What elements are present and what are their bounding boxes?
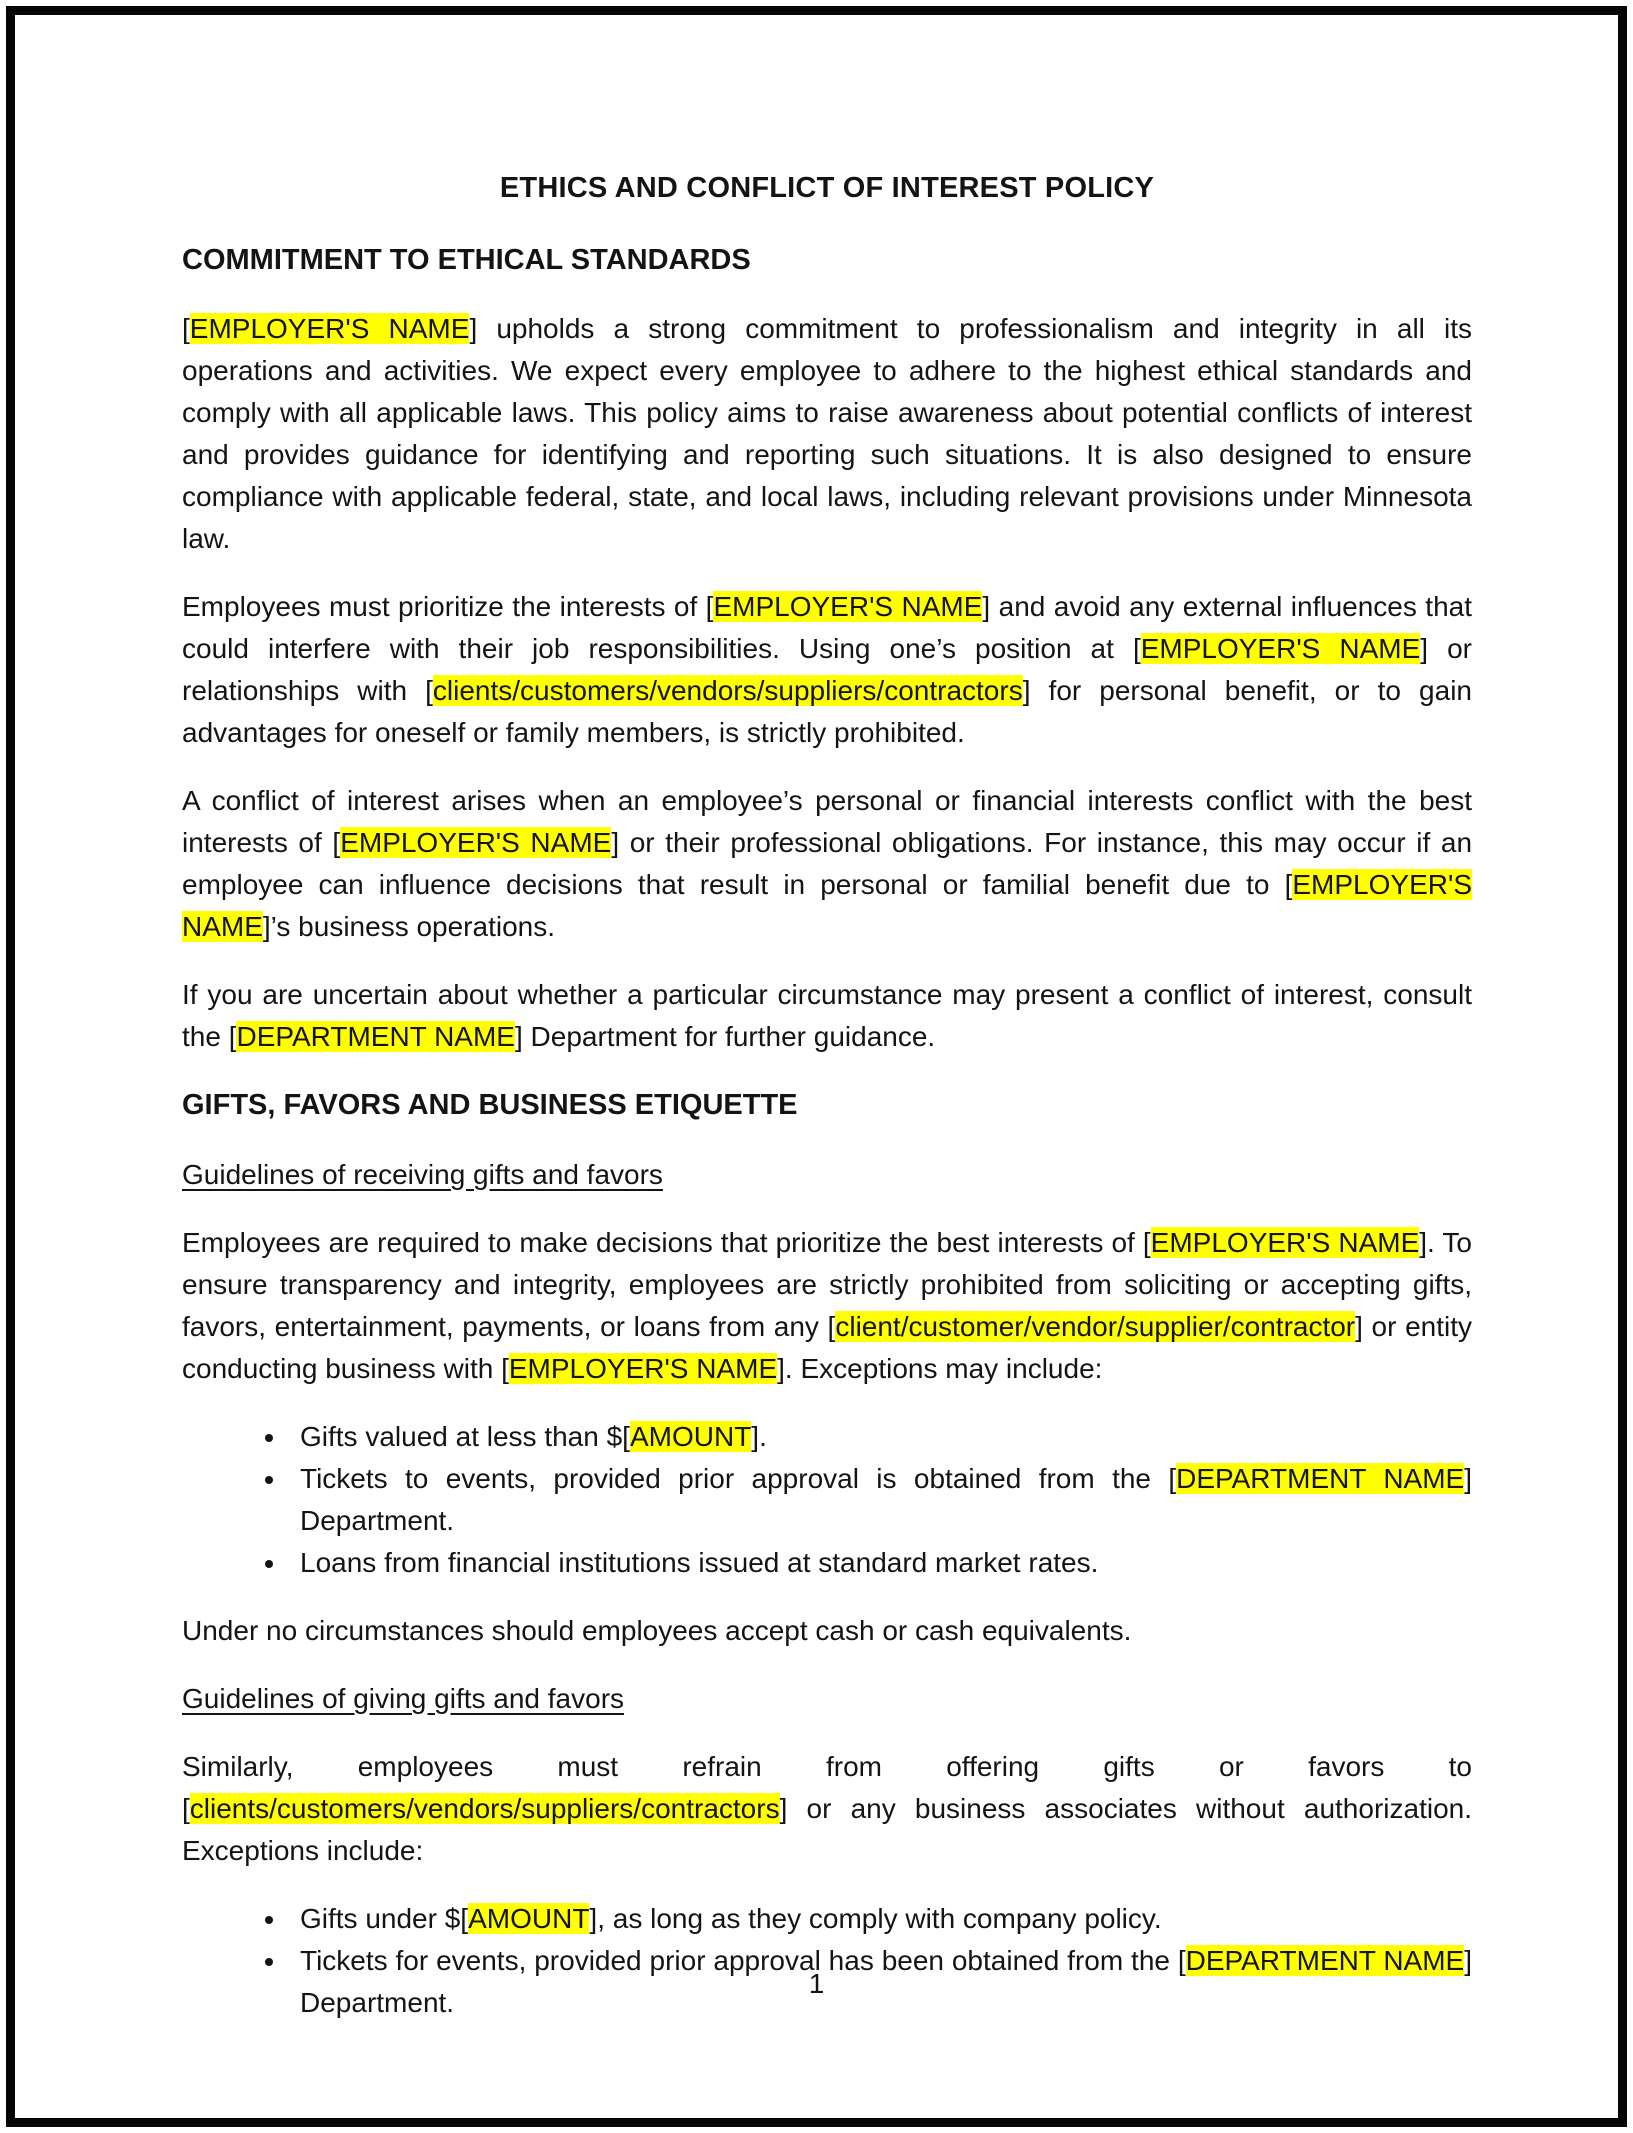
text-run: ].	[751, 1420, 767, 1452]
bullet-list	[182, 1898, 1472, 2024]
highlight-placeholder: EMPLOYER'S NAME	[340, 827, 612, 858]
text-run: ] or relationships with [	[182, 633, 1472, 706]
page-number: 1	[808, 1968, 825, 1999]
text-run: Tickets for events, provided prior approval has been obtained from the [	[300, 1944, 1186, 1976]
bullet-item	[288, 1416, 1472, 1458]
document-page	[6, 6, 1627, 2127]
text-run: ] or any business associates without authorization. Exceptions include:	[182, 1792, 1472, 1866]
bullet-item	[288, 1458, 1472, 1542]
highlight-placeholder: client/customer/vendor/supplier/contractor	[835, 1310, 1356, 1342]
paragraph	[182, 1746, 1472, 1872]
text-run: ] and avoid any external influences that could interfere with their job responsibilities. Using one’s position at [	[182, 591, 1472, 664]
highlight-placeholder: DEPARTMENT NAME	[236, 1021, 515, 1052]
text-run: ]’s business operations.	[262, 911, 556, 942]
text-run: Employees are required to make decisions that prioritize the best interests of [	[182, 1226, 1151, 1258]
bullet-item	[288, 1898, 1472, 1940]
text-run: ] or their professional obligations. For instance, this may occur if an employee can influence decisions that result in personal or familial benefit due to [	[182, 827, 1473, 900]
subheading: Guidelines of giving gifts and favors	[182, 1682, 625, 1714]
highlight-placeholder: AMOUNT	[629, 1420, 752, 1452]
highlight-placeholder: AMOUNT	[468, 1902, 590, 1934]
text-run: ] Department.	[300, 1944, 1473, 2018]
document-content	[15, 15, 1618, 2024]
text-run: Similarly, employees must refrain from offering gifts or favors to [	[182, 1750, 1472, 1824]
highlight-placeholder: EMPLOYER'S NAME	[1150, 1226, 1420, 1258]
text-run: Employees must prioritize the interests of [	[182, 591, 714, 622]
text-run: Under no circumstances should employees accept cash or cash equivalents.	[182, 1614, 1132, 1646]
paragraph	[182, 308, 1472, 560]
text-run: ]. Exceptions may include:	[777, 1352, 1103, 1384]
text-run: ]. To ensure transparency and integrity, employees are strictly prohibited from soliciting or accepting gifts, favors, entertainment, payments, or loans from any [	[182, 1226, 1472, 1342]
text-run: Gifts valued at less than $[	[300, 1420, 630, 1452]
text-run: If you are uncertain about whether a particular circumstance may present a conflict of interest, consult the [	[182, 979, 1472, 1052]
bullet-list	[182, 1416, 1472, 1584]
highlight-placeholder: clients/customers/vendors/suppliers/contractors	[432, 675, 1023, 706]
highlight-placeholder: EMPLOYER'S NAME	[189, 313, 470, 344]
paragraph	[182, 974, 1472, 1058]
highlight-placeholder: clients/customers/vendors/suppliers/contractors	[189, 1792, 780, 1824]
paragraph	[182, 780, 1472, 948]
highlight-placeholder: EMPLOYER'S NAME	[508, 1352, 778, 1384]
text-run: ] for personal benefit, or to gain advantages for oneself or family members, is strictly prohibited.	[182, 675, 1472, 748]
text-run: Tickets to events, provided prior approval is obtained from the [	[300, 1462, 1177, 1494]
text-run: [	[182, 313, 190, 344]
text-run: ] Department for further guidance.	[514, 1021, 936, 1052]
highlight-placeholder: DEPARTMENT NAME	[1185, 1944, 1465, 1976]
text-run: A conflict of interest arises when an employee’s personal or financial interests conflict with the best interests of [	[182, 785, 1472, 858]
text-run: ] Department.	[300, 1462, 1472, 1536]
text-run: ], as long as they comply with company policy.	[589, 1902, 1162, 1934]
bullet-item	[288, 1542, 1472, 1584]
section-heading: COMMITMENT TO ETHICAL STANDARDS	[182, 243, 751, 276]
section-heading: GIFTS, FAVORS AND BUSINESS ETIQUETTE	[182, 1089, 798, 1121]
highlight-placeholder: DEPARTMENT NAME	[1176, 1462, 1465, 1494]
paragraph	[182, 586, 1472, 754]
subheading: Guidelines of receiving gifts and favors	[182, 1158, 663, 1190]
text-run: Gifts under $[	[300, 1902, 469, 1934]
highlight-placeholder: EMPLOYER'S NAME	[713, 591, 983, 622]
text-run: ] upholds a strong commitment to professionalism and integrity in all its operations and activities. We expect every employee to adhere to the highest ethical standards and comply with all applicable laws. This policy aims to raise awareness about potential conflicts of interest and provides guidance for identifying and reporting such situations. It is also designed to ensure compliance with applicable federal, state, and local laws, including relevant provisions under Minnesota law.	[182, 313, 1473, 554]
highlight-placeholder: EMPLOYER'S NAME	[182, 869, 1472, 942]
document-title: ETHICS AND CONFLICT OF INTEREST POLICY	[499, 172, 1155, 204]
text-run: Loans from financial institutions issued at standard market rates.	[300, 1546, 1099, 1578]
document-body	[182, 239, 1472, 2024]
paragraph	[182, 1222, 1472, 1390]
highlight-placeholder: EMPLOYER'S NAME	[1140, 633, 1421, 664]
paragraph	[182, 1610, 1472, 1652]
text-run: ] or entity conducting business with [	[182, 1310, 1472, 1384]
